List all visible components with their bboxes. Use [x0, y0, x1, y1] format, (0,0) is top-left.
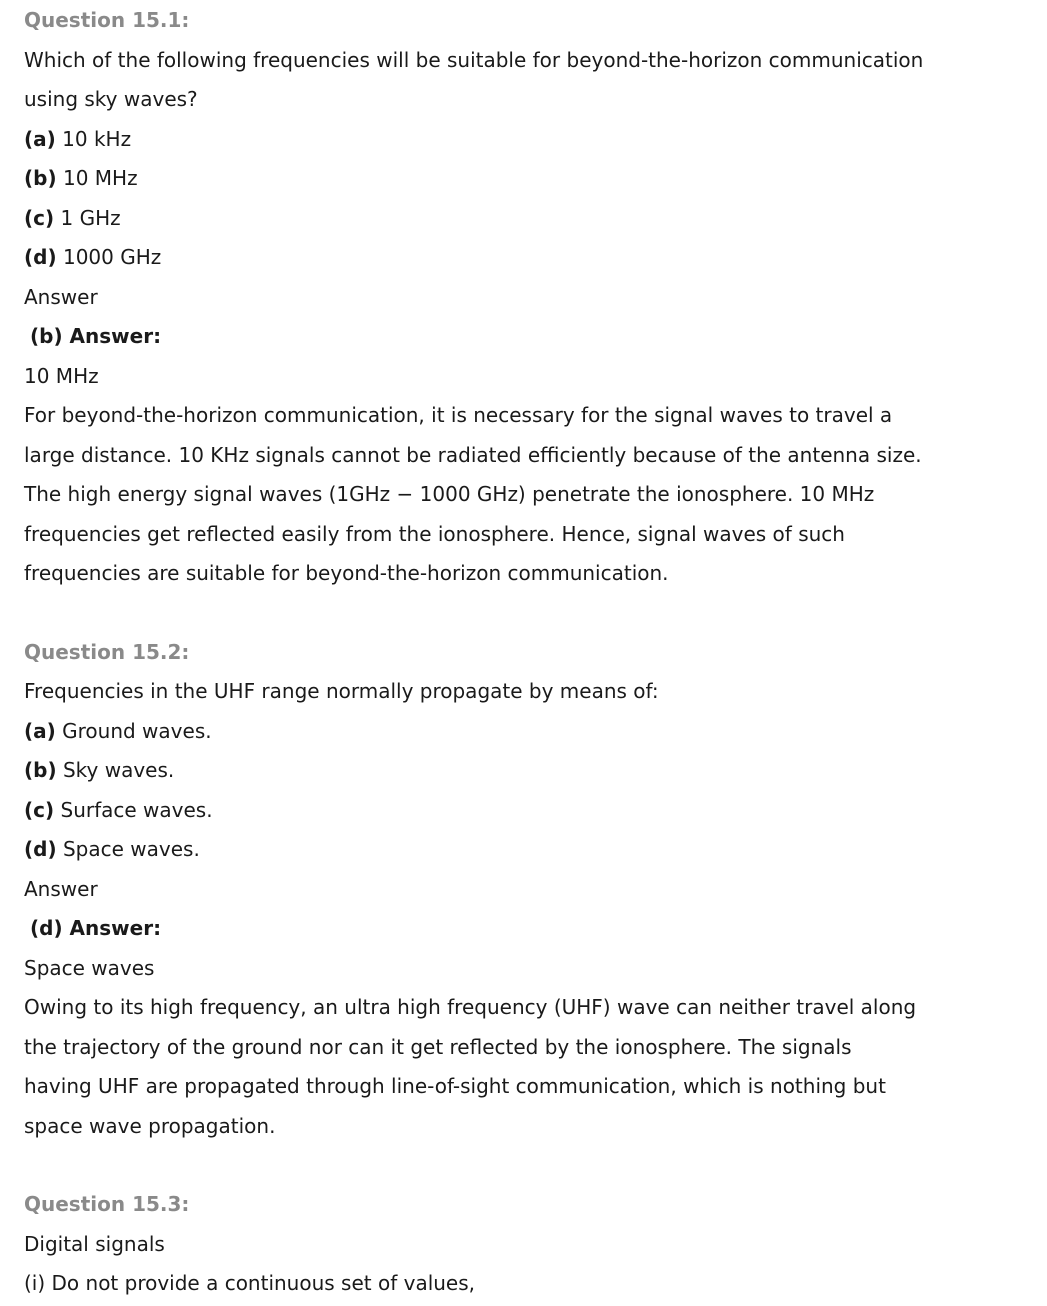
option-text: Space waves. — [56, 837, 200, 861]
question-text-line: Digital signals — [24, 1231, 165, 1256]
option-letter: (a) — [24, 718, 56, 743]
option-c — [24, 199, 1023, 239]
option-b — [24, 751, 1023, 791]
answer-value: Space waves — [24, 955, 155, 980]
answer-value: 10 MHz — [24, 363, 99, 388]
question-heading: Question 15.3: — [24, 1192, 190, 1216]
explanation-line: the trajectory of the ground nor can it get reflected by the ionosphere. The signals — [24, 1034, 852, 1059]
option-text: Ground waves. — [55, 718, 212, 743]
question-text-line: (i) Do not provide a continuous set of values, — [24, 1271, 476, 1295]
explanation-line: The high energy signal waves (1GHz − 1000 GHz) penetrate the ionosphere. 10 MHz — [24, 482, 875, 506]
option-c — [24, 791, 1023, 831]
option-text: Sky waves. — [56, 758, 175, 782]
question-text-line: Which of the following frequencies will be suitable for beyond-the-horizon communication — [24, 47, 924, 72]
explanation-line: frequencies are suitable for beyond-the-horizon communication. — [24, 561, 669, 585]
explanation-line: frequencies get reflected easily from the ionosphere. Hence, signal waves of such — [24, 521, 845, 546]
question-15-3 — [24, 1185, 1023, 1304]
option-a — [24, 120, 1023, 160]
option-d — [24, 830, 1023, 870]
option-text: 1000 GHz — [56, 245, 162, 269]
question-text-line: using sky waves? — [24, 87, 198, 111]
answer-heading: (b) Answer: — [30, 324, 162, 348]
explanation-line: large distance. 10 KHz signals cannot be radiated efficiently because of the antenna size. — [24, 442, 922, 467]
option-b — [24, 159, 1023, 199]
option-text: Surface waves. — [54, 797, 213, 822]
section-spacer — [24, 1146, 1023, 1185]
option-text: 1 GHz — [54, 205, 121, 230]
question-15-2 — [24, 633, 1023, 1147]
option-letter: (a) — [24, 126, 56, 151]
question-heading: Question 15.2: — [24, 639, 190, 664]
option-letter: (b) — [24, 166, 57, 190]
question-text-line: Frequencies in the UHF range normally propagate by means of: — [24, 679, 659, 703]
option-letter: (c) — [24, 797, 55, 822]
explanation-line: For beyond-the-horizon communication, it is necessary for the signal waves to travel a — [24, 403, 893, 427]
explanation-line: space wave propagation. — [24, 1113, 276, 1138]
answer-link[interactable]: Answer — [24, 284, 98, 309]
option-a — [24, 712, 1023, 752]
answer-heading: (d) Answer: — [30, 916, 162, 940]
option-letter: (d) — [24, 245, 57, 269]
option-letter: (b) — [24, 758, 57, 782]
option-text: 10 MHz — [56, 166, 138, 190]
question-15-1 — [24, 0, 1023, 594]
question-heading: Question 15.1: — [24, 8, 190, 32]
explanation-line: having UHF are propagated through line-of-sight communication, which is nothing but — [24, 1074, 886, 1098]
option-text: 10 kHz — [55, 126, 132, 151]
answer-link[interactable]: Answer — [24, 876, 98, 901]
option-d — [24, 238, 1023, 278]
section-spacer — [24, 594, 1023, 633]
option-letter: (d) — [24, 837, 57, 861]
option-letter: (c) — [24, 205, 55, 230]
explanation-line: Owing to its high frequency, an ultra high frequency (UHF) wave can neither travel along — [24, 995, 917, 1019]
